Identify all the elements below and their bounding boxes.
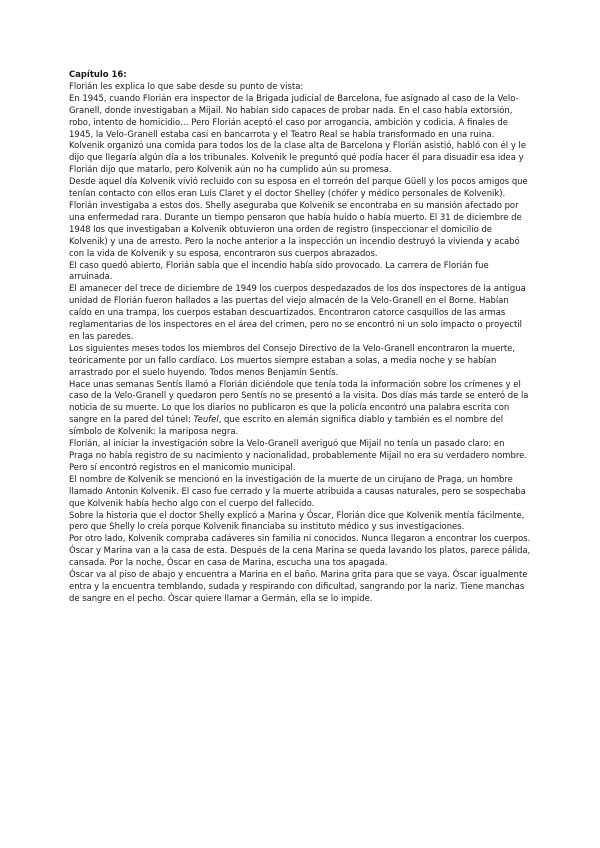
paragraph-mijail-past: Florián, al iniciar la investigación sobre la Velo-Granell averiguó que Mijail no tenía un pasado claro: en Praga no había registro de su nacimiento y nacionalidad, probablemente Mijail no era su verdadero nombre. Pero sí encontró registros en el manicomio municipal. [69,438,528,472]
paragraph-bathroom: Óscar va al piso de abajo y encuentra a Marina en el baño. Marina grita para que se vaya. Óscar igualmente entra y la encuentra temblando, sudada y respirando con dificultad, sangrando por la nariz. Tiene manchas de sangre en el pecho. Óscar quiere llamar a Germán, ella se lo impide. [69,569,528,603]
paragraph-intro: Florián les explica lo que sabe desde su punto de vista: [69,80,304,91]
chapter-title: Capítulo 16: [69,69,127,79]
paragraph-inspectors-found: El amanecer del trece de diciembre de 1949 los cuerpos despedazados de los dos inspectores de la antigua unidad de Florián fueron hallados a las puertas del viejo almacén de la Velo-Granell en el Borne. Habían caído en una trampa, los cuerpos estaban descuartizados. Encontraron catorce casquillos de las armas reglamentarias de los inspectores en el área del crimen, pero no se encontró ni un solo impacto o proyectil en las paredes. [69,283,526,341]
paragraph-kolvenik-recluded: Desde aquel día Kolvenik vivió recluido con su esposa en el torreón del parque Güell y los pocos amigos que tenían contacto con ellos eran Luis Claret y el doctor Shelley (chófer y médico personales de Kolvenik). Florián investigaba a estos dos. Shelly aseguraba que Kolvenik se encontraba en su mansión afectado por una enfermedad rara. Durante un tiempo pensaron que había huido o había muerto. El 31 de diciembre de 1948 los que investigaban a Kolvenik obtuvieron una orden de registro (inspeccionar el domicilio de Kolvenik) y una de arresto. Pero la noche anterior a la inspección un incendio destruyó la vivienda y acabó con la vida de Kolvenik y su esposa, encontraron sus cuerpos abrazados. [69,176,528,258]
paragraph-antonin-kolvenik: El nombre de Kolvenik se mencionó en la investigación de la muerte de un cirujano de Praga, un hombre llamado Antonin Kolvenik. El caso fue cerrado y la muerte atribuida a causas naturales, pero se sospechaba que Kolvenik había hecho algo con el cuerpo del fallecido. [69,473,526,508]
paragraph-board-deaths: Los siguientes meses todos los miembros del Consejo Directivo de la Velo-Granell encontraron la muerte, teóricamente por un fallo cardíaco. Los muertos siempre estaban a solas, a media noche y se habían arrastrado por el suelo huyendo. Todos menos Benjamín Sentís. [69,342,516,377]
paragraph-dinner: Óscar y Marina van a la casa de esta. Después de la cena Marina se queda lavando los platos, parece pálida, cansada. Por la noche, Óscar en casa de Marina, escucha una tos apagada. [69,545,531,568]
paragraph-1945-case: En 1945, cuando Florián era inspector de la Brigada judicial de Barcelona, fue asignado al caso de la Velo-Granell, donde investigaban a Mijail. No habían sido capaces de probar nada. En el caso había extorsión, robo, intento de homicidio… Pero Florián aceptó el caso por arrogancia, ambición y codicia. A finales de 1945, la Velo-Granell estaba casi en bancarrota y el Teatro Real se había transformado en una ruina. Kolvenik organizó una comida para todos los de la clase alta de Barcelona y Florián asistió, habló con él y le dijo que llegaría algún día a los tribunales. Kolvenik le preguntó qué podía hacer él para disuadir esa idea y Florián dijo que matarlo, pero Kolvenik aún no ha cumplido aún su promesa. [69,92,527,175]
paragraph-case-open: El caso quedó abierto, Florián sabía que el incendio había sido provocado. La carrera de Florián fue arruinada. [69,259,489,282]
paragraph-sentis-call [69,379,531,439]
document-body [69,69,531,605]
paragraph-shelly-story: Sobre la historia que el doctor Shelly explicó a Marina y Óscar, Florián dice que Kolvenik mentía fácilmente, pero que Shelly lo creía porque Kolvenik financiaba su instituto médico y sus investigaciones. [69,509,525,532]
teufel-word: Teufel [193,414,219,425]
sentis-text-b: , que escrito en alemán significa diablo y también es el nombre del símbolo de Kolvenik: la mariposa negra. [69,414,504,437]
sentis-text-a: Hace unas semanas Sentís llamó a Florián diciéndole que tenía toda la información sobre los crímenes y el caso de la Velo-Granell y quedaron pero Sentís no se presentó a la visita. Dos días más tarde se enteró de la noticia de su muerte. Lo que los diarios no publicaron es que la policía encontró una palabra escrita con sangre en la pared del túnel: [69,378,529,425]
paragraph-corpses: Por otro lado, Kolvenik compraba cadáveres sin familia ni conocidos. Nunca llegaron a encontrar los cuerpos. [69,533,531,544]
